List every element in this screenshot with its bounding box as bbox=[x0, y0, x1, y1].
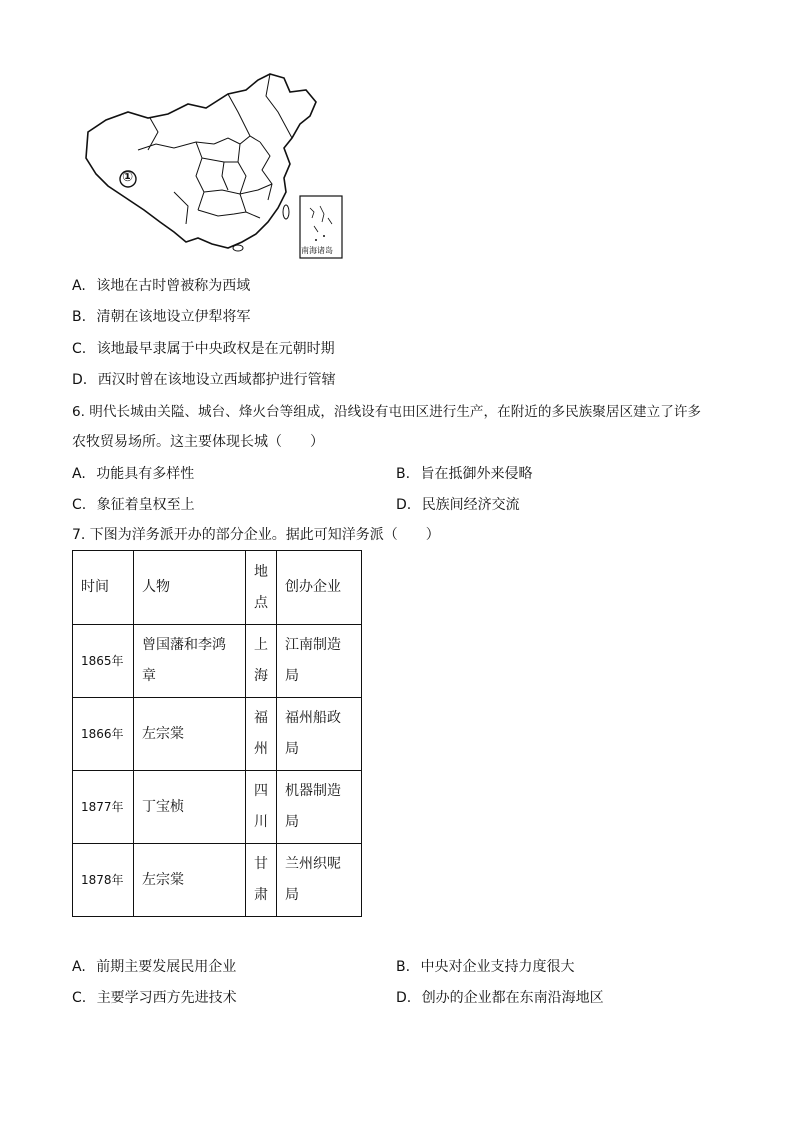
option-letter: A. bbox=[72, 959, 86, 975]
table-cell-year: 1866年 bbox=[73, 698, 134, 771]
option-letter: B. bbox=[72, 309, 87, 325]
table-cell-person: 曾国藩和李鸿章 bbox=[134, 625, 246, 698]
option-letter: C. bbox=[72, 341, 87, 357]
option-letter: D. bbox=[396, 497, 412, 513]
q7-option-b[interactable] bbox=[396, 956, 575, 976]
table-cell-year: 1865年 bbox=[73, 625, 134, 698]
table-cell-place: 甘肃 bbox=[246, 844, 277, 917]
q5-option-a[interactable] bbox=[72, 275, 250, 295]
q5-option-c[interactable] bbox=[72, 338, 335, 358]
option-text: 前期主要发展民用企业 bbox=[96, 959, 237, 975]
table-header-cell: 人物 bbox=[134, 551, 246, 625]
table-cell-year: 1877年 bbox=[73, 771, 134, 844]
q5-option-d[interactable] bbox=[72, 369, 336, 389]
option-letter: C. bbox=[72, 497, 87, 513]
table-cell-place: 福州 bbox=[246, 698, 277, 771]
inset-label: 南海诸岛 bbox=[301, 246, 333, 255]
table-cell-enterprise: 江南制造局 bbox=[277, 625, 362, 698]
q7-stem: 7. 下图为洋务派开办的部分企业。据此可知洋务派（ ） bbox=[72, 527, 440, 543]
table-header-cell: 创办企业 bbox=[277, 551, 362, 625]
option-text: 中央对企业支持力度很大 bbox=[420, 959, 575, 975]
table-header-cell: 时间 bbox=[73, 551, 134, 625]
table-cell-person: 左宗棠 bbox=[134, 844, 246, 917]
q5-option-b[interactable] bbox=[72, 306, 251, 326]
option-text: 旨在抵御外来侵略 bbox=[420, 466, 533, 482]
option-letter: B. bbox=[396, 959, 411, 975]
q6-stem-line1: 6. 明代长城由关隘、城台、烽火台等组成，沿线设有屯田区进行生产，在附近的多民族聚居区建立了许多 bbox=[72, 404, 702, 420]
map-marker-label: ① bbox=[122, 170, 134, 185]
option-text: 西汉时曾在该地设立西域都护进行管辖 bbox=[97, 372, 336, 388]
china-map-illustration bbox=[78, 72, 348, 262]
q6-option-a[interactable] bbox=[72, 463, 194, 483]
table-row bbox=[73, 844, 362, 917]
option-text: 功能具有多样性 bbox=[96, 466, 195, 482]
table-row bbox=[73, 698, 362, 771]
q6-option-b[interactable] bbox=[396, 463, 533, 483]
option-text: 清朝在该地设立伊犁将军 bbox=[96, 309, 251, 325]
option-letter: A. bbox=[72, 278, 86, 294]
table-row bbox=[73, 771, 362, 844]
option-text: 主要学习西方先进技术 bbox=[96, 990, 237, 1006]
table-cell-person: 丁宝桢 bbox=[134, 771, 246, 844]
table-cell-place: 四川 bbox=[246, 771, 277, 844]
table-header-row bbox=[73, 551, 362, 625]
option-text: 该地最早隶属于中央政权是在元朝时期 bbox=[96, 341, 335, 357]
option-letter: D. bbox=[396, 990, 412, 1006]
q6-option-c[interactable] bbox=[72, 494, 195, 514]
option-letter: A. bbox=[72, 466, 86, 482]
q6-stem-line2: 农牧贸易场所。这主要体现长城（ ） bbox=[72, 434, 324, 450]
table-cell-year: 1878年 bbox=[73, 844, 134, 917]
q7-option-d[interactable] bbox=[396, 987, 604, 1007]
table-row bbox=[73, 625, 362, 698]
q7-option-c[interactable] bbox=[72, 987, 237, 1007]
option-letter: D. bbox=[72, 372, 88, 388]
table-cell-enterprise: 机器制造局 bbox=[277, 771, 362, 844]
option-letter: C. bbox=[72, 990, 87, 1006]
table-cell-enterprise: 兰州织呢局 bbox=[277, 844, 362, 917]
q6-option-d[interactable] bbox=[396, 494, 520, 514]
china-map-figure bbox=[78, 72, 348, 262]
option-text: 创办的企业都在东南沿海地区 bbox=[421, 990, 604, 1006]
table-cell-person: 左宗棠 bbox=[134, 698, 246, 771]
option-text: 该地在古时曾被称为西域 bbox=[96, 278, 251, 294]
table-cell-enterprise: 福州船政局 bbox=[277, 698, 362, 771]
option-text: 象征着皇权至上 bbox=[96, 497, 195, 513]
option-letter: B. bbox=[396, 466, 411, 482]
enterprise-table bbox=[72, 550, 362, 917]
table-cell-place: 上海 bbox=[246, 625, 277, 698]
table-header-cell: 地点 bbox=[246, 551, 277, 625]
option-text: 民族间经济交流 bbox=[421, 497, 520, 513]
q7-option-a[interactable] bbox=[72, 956, 236, 976]
